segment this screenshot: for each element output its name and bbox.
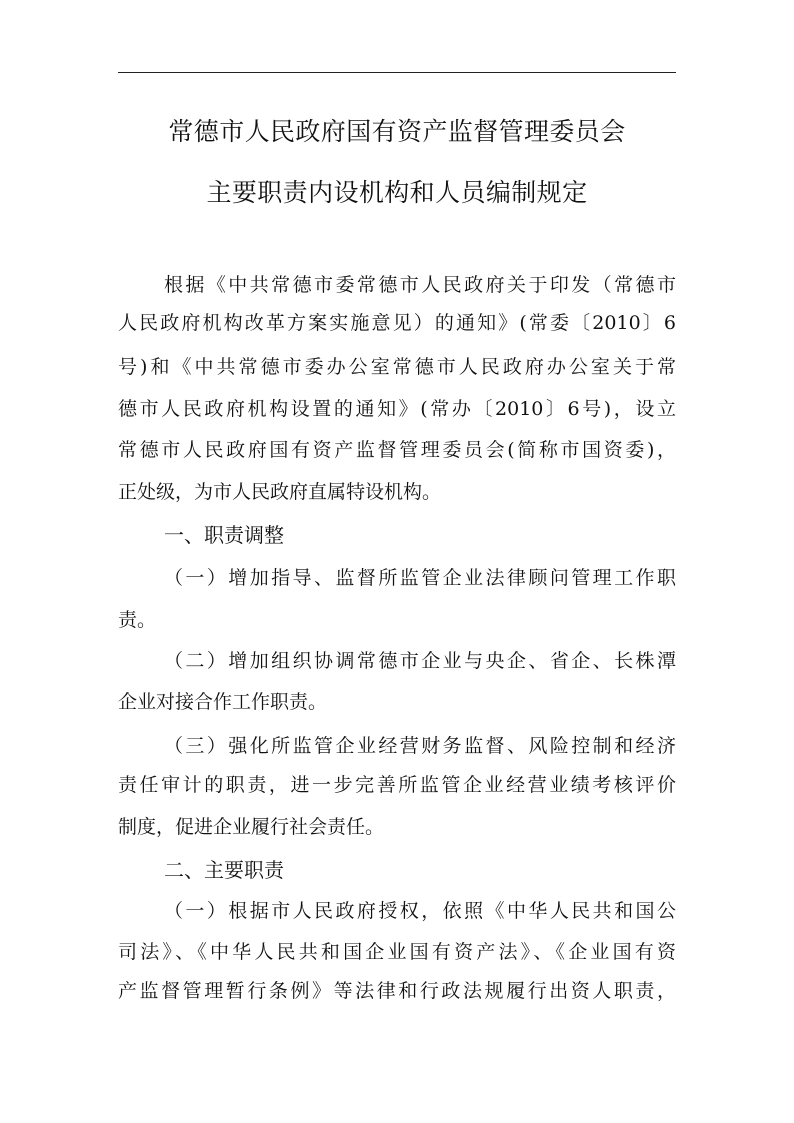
section-1-line: 制度，促进企业履行社会责任。 bbox=[118, 816, 385, 838]
section-2-line: 司法》、《中华人民共和国企业国有资产法》、《企业国有资 bbox=[118, 941, 676, 963]
section-1-line: （一）增加指导、监督所监管企业法律顾问管理工作职 bbox=[164, 567, 676, 589]
intro-line: 常德市人民政府国有资产监督管理委员会(简称市国资委)， bbox=[118, 439, 676, 461]
section-1-line: 企业对接合作工作职责。 bbox=[118, 691, 328, 713]
document-title-line-2: 主要职责内设机构和人员编制规定 bbox=[206, 178, 588, 207]
section-2-line: （一）根据市人民政府授权，依照《中华人民共和国公 bbox=[164, 900, 676, 922]
section-1-line: （二）增加组织协调常德市企业与央企、省企、长株潭 bbox=[164, 650, 676, 672]
section-heading: 二、主要职责 bbox=[164, 858, 284, 882]
section-1-line: 责。 bbox=[118, 609, 157, 631]
document-title-line-1: 常德市人民政府国有资产监督管理委员会 bbox=[168, 117, 626, 146]
intro-line: 德市人民政府机构设置的通知》(常办〔2010〕6号)，设立 bbox=[118, 398, 676, 420]
intro-line: 号)和《中共常德市委办公室常德市人民政府办公室关于常 bbox=[118, 356, 676, 378]
section-2-line: 产监督管理暂行条例》等法律和行政法规履行出资人职责， bbox=[118, 980, 676, 1002]
intro-line: 正处级，为市人民政府直属特设机构。 bbox=[118, 481, 442, 503]
section-1-line: 责任审计的职责，进一步完善所监管企业经营业绩考核评价 bbox=[118, 774, 676, 796]
section-heading: 一、职责调整 bbox=[164, 523, 284, 547]
section-1-line: （三）强化所监管企业经营财务监督、风险控制和经济 bbox=[164, 735, 676, 757]
header-rule bbox=[118, 72, 676, 73]
intro-line: 人民政府机构改革方案实施意见）的通知》(常委〔2010〕6 bbox=[118, 312, 676, 334]
intro-line: 根据《中共常德市委常德市人民政府关于印发（常德市 bbox=[164, 274, 676, 296]
